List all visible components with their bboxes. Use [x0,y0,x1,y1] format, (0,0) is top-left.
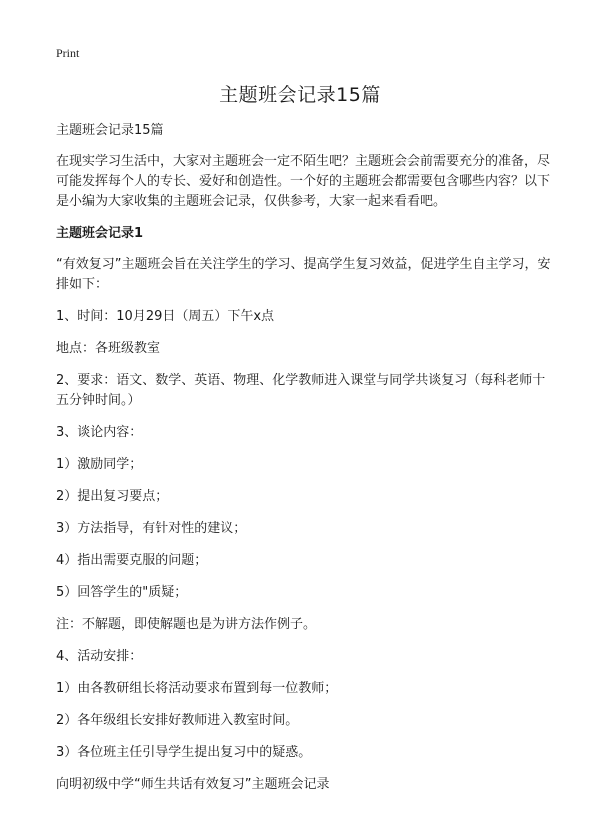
paragraph-time: 1、时间：10月29日（周五）下午x点 [56,309,275,324]
paragraph-purpose: “有效复习”主题班会旨在关注学生的学习、提高学生复习效益，促进学生自主学习，安排如下： [56,257,551,292]
document-subtitle: 主题班会记录15篇 [56,123,164,138]
list-item: 1）由各教研组长将活动要求布置到每一位教师； [56,681,338,696]
list-item: 1）激励同学； [56,457,143,472]
document-title: 主题班会记录15篇 [219,84,381,106]
paragraph-note: 注：不解题，即使解题也是为讲方法作例子。 [56,617,317,632]
paragraph-location: 地点：各班级教室 [56,341,161,356]
paragraph-record-title: 向明初级中学“师生共话有效复习”主题班会记录 [56,777,330,792]
section-heading: 主题班会记录1 [56,226,144,241]
print-link[interactable]: Print [56,46,80,60]
list-item: 5）回答学生的"质疑； [56,585,188,600]
intro-paragraph: 在现实学习生活中，大家对主题班会一定不陌生吧？主题班会会前需要充分的准备，尽可能发挥每个人的专长、爱好和创造性。一个好的主题班会都需要包含哪些内容？以下是小编为大家收集的主题班会记录，仅供参考，大家一起来看看吧。 [56,154,551,209]
paragraph-activity-heading: 4、活动安排： [56,649,143,664]
list-item: 3）方法指导，有针对性的建议； [56,521,247,536]
paragraph-discussion-heading: 3、谈论内容： [56,425,143,440]
document-body [56,121,556,807]
list-item: 2）提出复习要点； [56,489,169,504]
paragraph-requirements: 2、要求：语文、数学、英语、物理、化学教师进入课堂与同学共谈复习（每科老师十五分钟时间。） [56,373,546,408]
list-item: 2）各年级组长安排好教师进入教室时间。 [56,713,299,728]
list-item: 4）指出需要克服的问题； [56,553,208,568]
list-item: 3）各位班主任引导学生提出复习中的疑惑。 [56,745,312,760]
